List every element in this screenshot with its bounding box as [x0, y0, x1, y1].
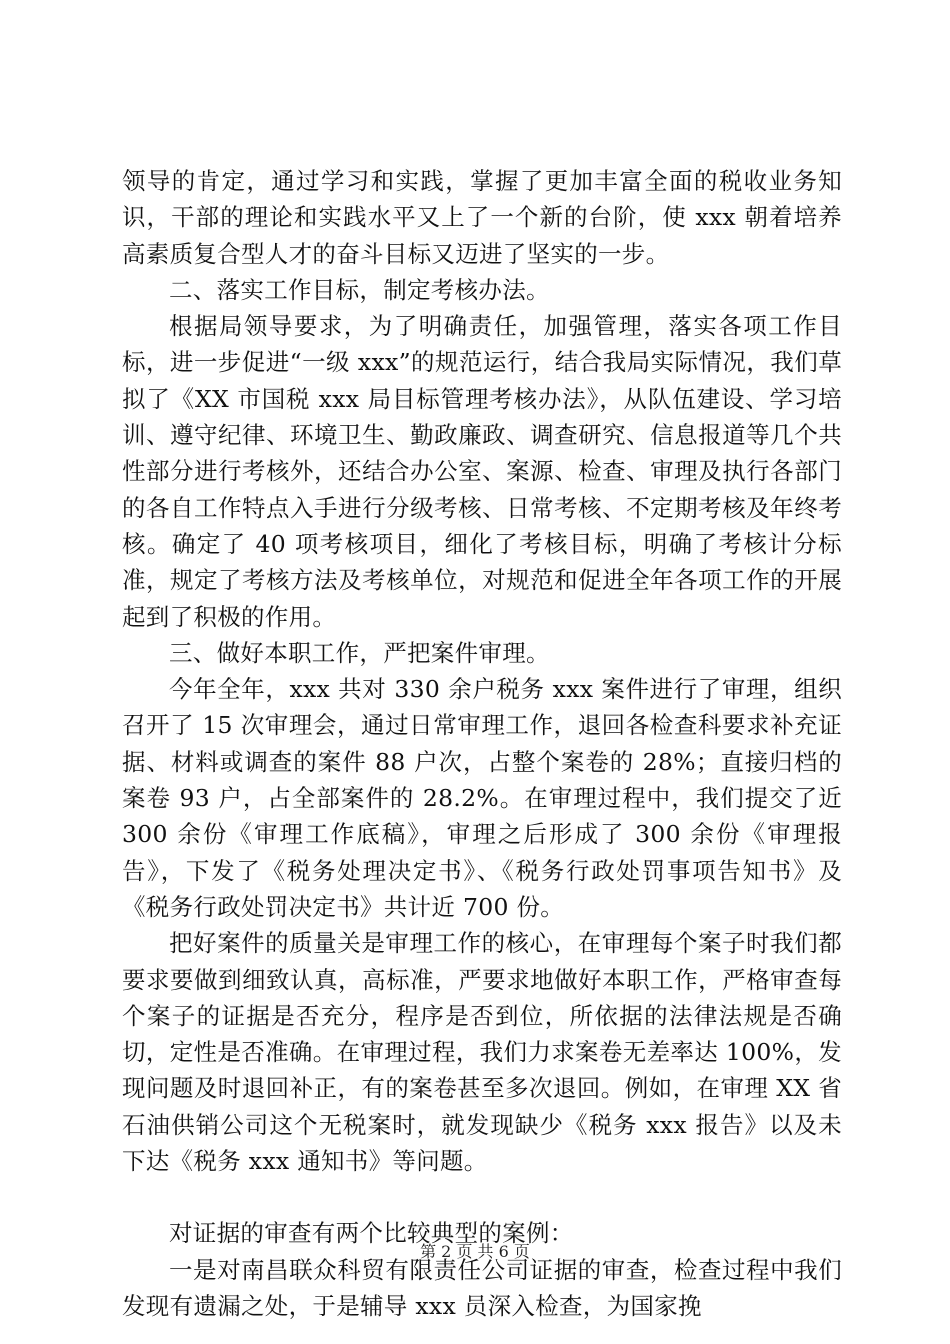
paragraph-case-statistics: 今年全年，xxx 共对 330 余户税务 xxx 案件进行了审理，组织召开了 15 次审理会，通过日常审理工作，退回各检查科要求补充证据、材料或调查的案件 88 户次，占整个案卷的 28%；直接归档的案卷 93 户，占全部案件的 28.2%。在审理过程中，我们提交了近 300 余份《审理工作底稿》，审理之后形成了 300 余份《审理报告》，下发了《税务处理决定书》、《税务行政处罚事项告知书》及《税务行政处罚决定书》共计近 700 份。 — [122, 675, 842, 921]
paragraph-assessment-measures: 根据局领导要求，为了明确责任，加强管理，落实各项工作目标，进一步促进“一级 xxx”的规范运行，结合我局实际情况，我们草拟了《XX 市国税 xxx 局目标管理考核办法》，从队伍建设、学习培训、遵守纪律、环境卫生、勤政廉政、调查研究、信息报道等几个共性部分进行考核外，还结合办公室、案源、检查、审理及执行各部门的各自工作特点入手进行分级考核、日常考核、不定期考核及年终考核。确定了 40 项考核项目，细化了考核目标，明确了考核计分标准，规定了考核方法及考核单位，对规范和促进全年各项工作的开展起到了积极的作用。 — [122, 312, 842, 631]
document-body — [122, 163, 842, 1324]
paragraph-quality-control: 把好案件的质量关是审理工作的核心，在审理每个案子时我们都要求要做到细致认真，高标准，严要求地做好本职工作，严格审查每个案子的证据是否充分，程序是否到位，所依据的法律法规是否确切，定性是否准确。在审理过程，我们力求案卷无差率达 100%，发现问题及时退回补正，有的案卷甚至多次退回。例如，在审理 XX 省石油供销公司这个无税案时，就发现缺少《税务 xxx 报告》以及未下达《税务 xxx 通知书》等问题。 — [122, 929, 842, 1176]
section-heading-2: 二、落实工作目标，制定考核办法。 — [169, 275, 550, 304]
page-number-footer: 第 2 页 共 6 页 — [420, 1242, 530, 1261]
section-heading-3: 三、做好本职工作，严把案件审理。 — [169, 638, 550, 667]
paragraph-continuation: 领导的肯定，通过学习和实践，掌握了更加丰富全面的税收业务知识，干部的理论和实践水平又上了一个新的台阶，使 xxx 朝着培养高素质复合型人才的奋斗目标又迈进了坚实的一步。 — [122, 167, 842, 268]
paragraph-case-example-1: 一是对南昌联众科贸有限责任公司证据的审查，检查过程中我们发现有遗漏之处，于是辅导 xxx 员深入检查，为国家挽 — [122, 1255, 842, 1320]
paragraph-evidence-intro: 对证据的审查有两个比较典型的案例： — [169, 1219, 574, 1248]
paragraph-spacer — [122, 1179, 842, 1215]
